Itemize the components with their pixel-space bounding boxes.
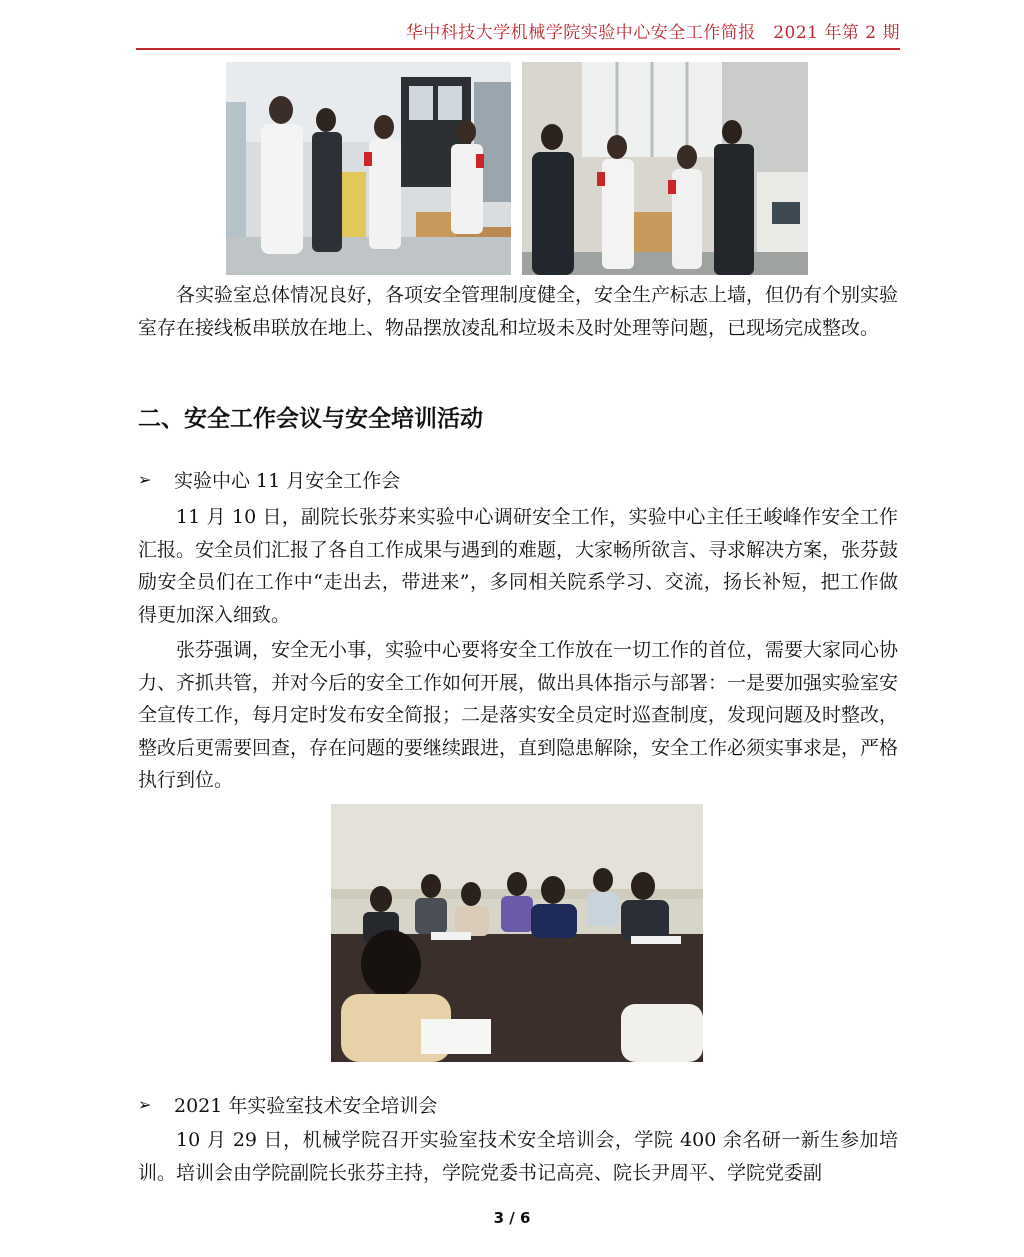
- safety-meeting-paragraph-1: 11 月 10 日，副院长张芬来实验中心调研安全工作，实验中心主任王峻峰作安全工作汇报。安全员们汇报了各自工作成果与遇到的难题，大家畅所欲言、寻求解决方案，张芬鼓励安全员们在工作中“走出去，带进来”，多同相关院系学习、交流，扬长补短，把工作做得更加深入细致。: [138, 506, 899, 626]
- subsection-heading-text: 实验中心 11 月安全工作会: [174, 470, 401, 492]
- section-2-title: 二、安全工作会议与安全培训活动: [138, 406, 483, 432]
- newsletter-header: 华中科技大学机械学院实验中心安全工作简报 2021 年第 2 期: [405, 23, 900, 43]
- inspection-photo-left: [226, 62, 511, 275]
- meeting-photo: [331, 804, 703, 1062]
- subsection-heading-safety-meeting: [138, 466, 400, 493]
- page-number: 3 / 6: [493, 1209, 531, 1227]
- arrow-bullet-icon: ➢: [138, 1095, 152, 1114]
- subsection-heading-training: [138, 1091, 437, 1118]
- subsection-heading-text: 2021 年实验室技术安全培训会: [174, 1095, 438, 1117]
- inspection-photo-right: [522, 62, 808, 275]
- arrow-bullet-icon: ➢: [138, 470, 152, 489]
- inspection-summary-paragraph: 各实验室总体情况良好，各项安全管理制度健全，安全生产标志上墙，但仍有个别实验室存在接线板串联放在地上、物品摆放凌乱和垃圾未及时处理等问题，已现场完成整改。: [138, 284, 899, 339]
- training-paragraph-1: 10 月 29 日，机械学院召开实验室技术安全培训会，学院 400 余名研一新生参加培训。培训会由学院副院长张芬主持，学院党委书记高亮、院长尹周平、学院党委副: [138, 1129, 898, 1184]
- header-divider: [136, 48, 900, 50]
- safety-meeting-paragraph-2: 张芬强调，安全无小事，实验中心要将安全工作放在一切工作的首位，需要大家同心协力、齐抓共管，并对今后的安全工作如何开展，做出具体指示与部署：一是要加强实验室安全宣传工作，每月定时发布安全简报；二是落实安全员定时巡查制度，发现问题及时整改，整改后更需要回查，存在问题的要继续跟进，直到隐患解除，安全工作必须实事求是，严格执行到位。: [138, 639, 899, 791]
